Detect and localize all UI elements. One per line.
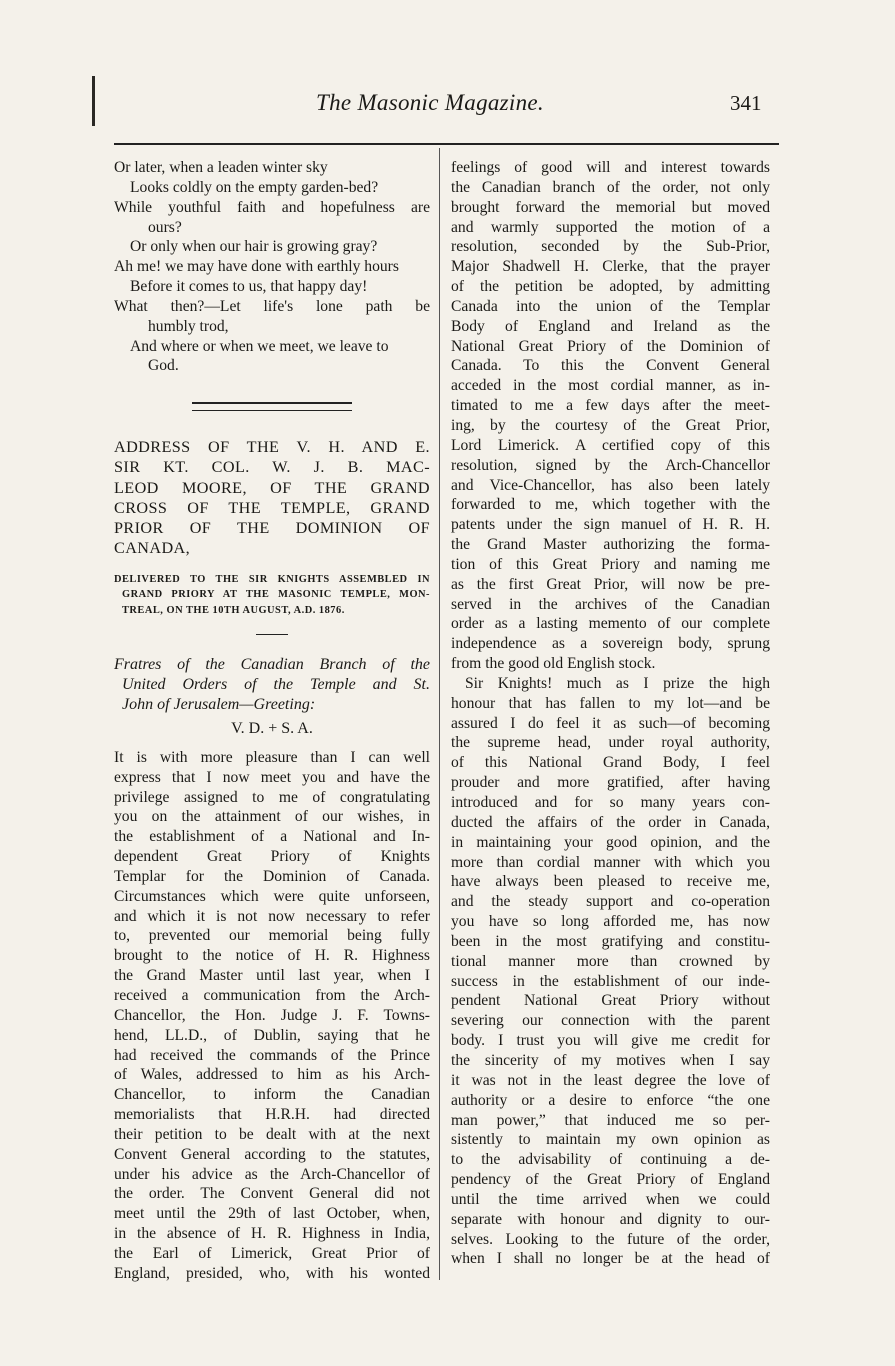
text-line: to, prevented our memorial being fully	[114, 927, 430, 945]
text-line: have always been pleased to receive me,	[451, 873, 770, 891]
text-line: Body of England and Ireland as the	[451, 317, 770, 335]
salutation-line: John of Jerusalem—Greeting:	[122, 696, 316, 713]
text-line: body. I trust you will give me credit for	[451, 1032, 770, 1050]
text-line: ducted the affairs of the order in Canada,	[451, 813, 770, 831]
poem-line: humbly trod,	[148, 317, 229, 335]
text-line: the Earl of Limerick, Great Prior of	[114, 1244, 430, 1262]
text-line: you on the attainment of our wishes, in	[114, 808, 430, 826]
text-line: the supreme head, under royal authority,	[451, 734, 770, 752]
text-line: their petition to be dealt with at the next	[114, 1125, 430, 1143]
text-line: brought forward the memorial but moved	[451, 198, 770, 216]
text-line: the Grand Master authorizing the forma-	[451, 536, 770, 554]
title-line: SIR KT. COL. W. J. B. MAC-	[114, 458, 430, 477]
poem-line: Looks coldly on the empty garden-bed?	[130, 178, 379, 196]
title-line: CANADA,	[114, 539, 191, 558]
salutation-line: Fratres of the Canadian Branch of the	[114, 656, 430, 673]
text-line: in the absence of H. R. Highness in India,	[114, 1225, 430, 1243]
text-line: been in the most gratifying and constitu-	[451, 932, 770, 950]
text-line: you have so long afforded me, has now	[451, 913, 770, 931]
text-line: severing our connection with the parent	[451, 1012, 770, 1030]
subtitle-line: TREAL, ON THE 10TH AUGUST, A.D. 1876.	[122, 604, 345, 616]
text-line: introduced and for so many years con-	[451, 794, 770, 811]
text-line: and the steady support and co-operation	[451, 893, 770, 911]
page-number: 341	[730, 91, 762, 115]
right-column	[451, 158, 770, 1269]
text-line: Chancellor, the Hon. Judge J. F. Towns-	[114, 1006, 430, 1024]
poem-line: Or later, when a leaden winter sky	[114, 159, 328, 176]
left-column	[114, 158, 430, 1284]
text-line: meet until the 29th of last October, when,	[114, 1205, 430, 1223]
text-line: prouder and more gratified, after having	[451, 774, 770, 792]
text-line: independence as a sovereign body, sprung	[451, 635, 770, 653]
text-line: Canada. To this the Convent General	[451, 357, 770, 375]
text-line: order as a lasting memento of our complete	[451, 615, 770, 633]
header-rule	[114, 143, 779, 145]
motto: V. D. + S. A.	[231, 720, 313, 737]
text-line: and Vice-Chancellor, has also been lately	[451, 476, 770, 494]
poem-line: God.	[148, 357, 179, 375]
text-line: from the good old English stock.	[451, 655, 656, 673]
text-line: Templar for the Dominion of Canada.	[114, 867, 430, 885]
text-line: selves. Looking to the future of the order,	[451, 1230, 770, 1248]
text-line: brought to the notice of H. R. Highness	[114, 947, 430, 965]
text-line: under his advice as the Arch-Chancellor of	[114, 1165, 430, 1183]
text-line: the order. The Convent General did not	[114, 1185, 430, 1203]
text-line: Sir Knights! much as I prize the high	[465, 674, 770, 692]
text-line: Circumstances which were quite unforseen,	[114, 887, 430, 905]
text-line: resolution, seconded by the Sub-Prior,	[451, 238, 770, 256]
text-line: as the first Great Prior, will now be pre-	[451, 575, 770, 593]
poem-line: What then?—Let life's lone path be	[114, 297, 430, 315]
text-line: and which it is not now necessary to refer	[114, 907, 430, 925]
text-line: It is with more pleasure than I can well	[114, 748, 430, 766]
article-subtitle	[114, 572, 430, 619]
subtitle-line: GRAND PRIORY AT THE MASONIC TEMPLE, MON-	[122, 589, 430, 600]
text-line: sistently to maintain my own opinion as	[451, 1131, 770, 1149]
text-line: man power,” that induced me so per-	[451, 1111, 770, 1129]
section-divider	[192, 402, 352, 411]
text-line: authority or a desire to enforce “the one	[451, 1091, 770, 1109]
text-line: of the petition be adopted, by admitting	[451, 278, 770, 296]
text-line: National Great Priory of the Dominion of	[451, 337, 770, 355]
salutation	[114, 655, 430, 715]
poem-line: And where or when we meet, we leave to	[130, 337, 389, 355]
margin-mark	[92, 76, 95, 126]
text-line: received a communication from the Arch-	[114, 986, 430, 1004]
poem-line: Before it comes to us, that happy day!	[130, 278, 368, 296]
poem-line: Ah me! we may have done with earthly hours	[114, 258, 399, 276]
title-line: ADDRESS OF THE V. H. AND E.	[114, 438, 430, 457]
short-divider	[256, 634, 288, 635]
paragraph	[451, 158, 770, 674]
text-line: privilege assigned to me of congratulating	[114, 788, 430, 806]
salutation-line: United Orders of the Temple and St.	[122, 676, 430, 693]
text-line: Major Shadwell H. Clerke, that the prayer	[451, 258, 770, 276]
text-line: in maintaining your good opinion, and the	[451, 833, 770, 851]
poem-fragment	[114, 158, 430, 376]
text-line: separate with honour and dignity to our-	[451, 1210, 770, 1228]
text-line: ing, by the courtesy of the Great Prior,	[451, 416, 770, 434]
text-line: memorialists that H.R.H. had directed	[114, 1106, 430, 1124]
poem-line: While youthful faith and hopefulness are	[114, 198, 430, 216]
left-body-text	[114, 748, 430, 1284]
text-line: assured I do feel it as such—of becoming	[451, 714, 770, 732]
text-line: pendent National Great Priory without	[451, 992, 770, 1010]
text-line: the Grand Master until last year, when I	[114, 967, 430, 985]
text-line: of Wales, addressed to him as his Arch-	[114, 1066, 430, 1084]
text-line: forwarded to me, which together with the	[451, 496, 770, 514]
poem-line: ours?	[148, 218, 182, 236]
text-line: honour that has fallen to my lot—and be	[451, 694, 770, 712]
text-line: patents under the sign manuel of H. R. H.	[451, 516, 770, 534]
text-line: express that I now meet you and have the	[114, 768, 430, 786]
title-line: CROSS OF THE TEMPLE, GRAND	[114, 498, 430, 517]
text-line: Lord Limerick. A certified copy of this	[451, 436, 770, 454]
text-line: England, presided, who, with his wonted	[114, 1264, 430, 1282]
text-line: served in the archives of the Canadian	[451, 595, 770, 613]
column-divider	[439, 148, 440, 1280]
running-title: The Masonic Magazine.	[316, 90, 544, 115]
article-title	[114, 437, 430, 558]
text-line: success in the establishment of our inde-	[451, 972, 770, 990]
text-line: Canada into the union of the Templar	[451, 297, 770, 315]
text-line: had received the commands of the Prince	[114, 1046, 430, 1064]
title-line: PRIOR OF THE DOMINION OF	[114, 519, 430, 538]
text-line: pendency of the Great Priory of England	[451, 1171, 770, 1189]
text-line: of this National Grand Body, I feel	[451, 754, 770, 772]
text-line: more than cordial manner with which you	[451, 853, 770, 871]
text-line: acceded in the most cordial manner, as in-	[451, 377, 770, 395]
text-line: timated to me a few days after the meet-	[451, 397, 770, 415]
text-line: resolution, signed by the Arch-Chancellor	[451, 456, 770, 474]
text-line: until the time arrived when we could	[451, 1190, 770, 1208]
text-line: the sincerity of my motives when I say	[451, 1051, 770, 1069]
title-line: LEOD MOORE, OF THE GRAND	[114, 478, 430, 497]
text-line: feelings of good will and interest towards	[451, 159, 770, 176]
text-line: it was not in the least degree the love of	[451, 1071, 770, 1089]
text-line: and warmly supported the motion of a	[451, 218, 770, 236]
text-line: hend, LL.D., of Dublin, saying that he	[114, 1026, 430, 1044]
text-line: to the advisability of continuing a de-	[451, 1151, 770, 1169]
text-line: the Canadian branch of the order, not only	[451, 178, 770, 196]
text-line: Chancellor, to inform the Canadian	[114, 1086, 430, 1104]
subtitle-line: DELIVERED TO THE SIR KNIGHTS ASSEMBLED IN	[114, 573, 430, 585]
text-line: tional manner more than crowned by	[451, 952, 770, 970]
text-line: dependent Great Priory of Knights	[114, 848, 430, 866]
text-line: tion of this Great Priory and naming me	[451, 555, 770, 573]
poem-line: Or only when our hair is growing gray?	[130, 238, 378, 256]
text-line: when I shall no longer be at the head of	[451, 1250, 770, 1268]
text-line: the establishment of a National and In-	[114, 828, 430, 846]
paragraph	[451, 674, 770, 1269]
text-line: Convent General according to the statutes,	[114, 1145, 430, 1163]
